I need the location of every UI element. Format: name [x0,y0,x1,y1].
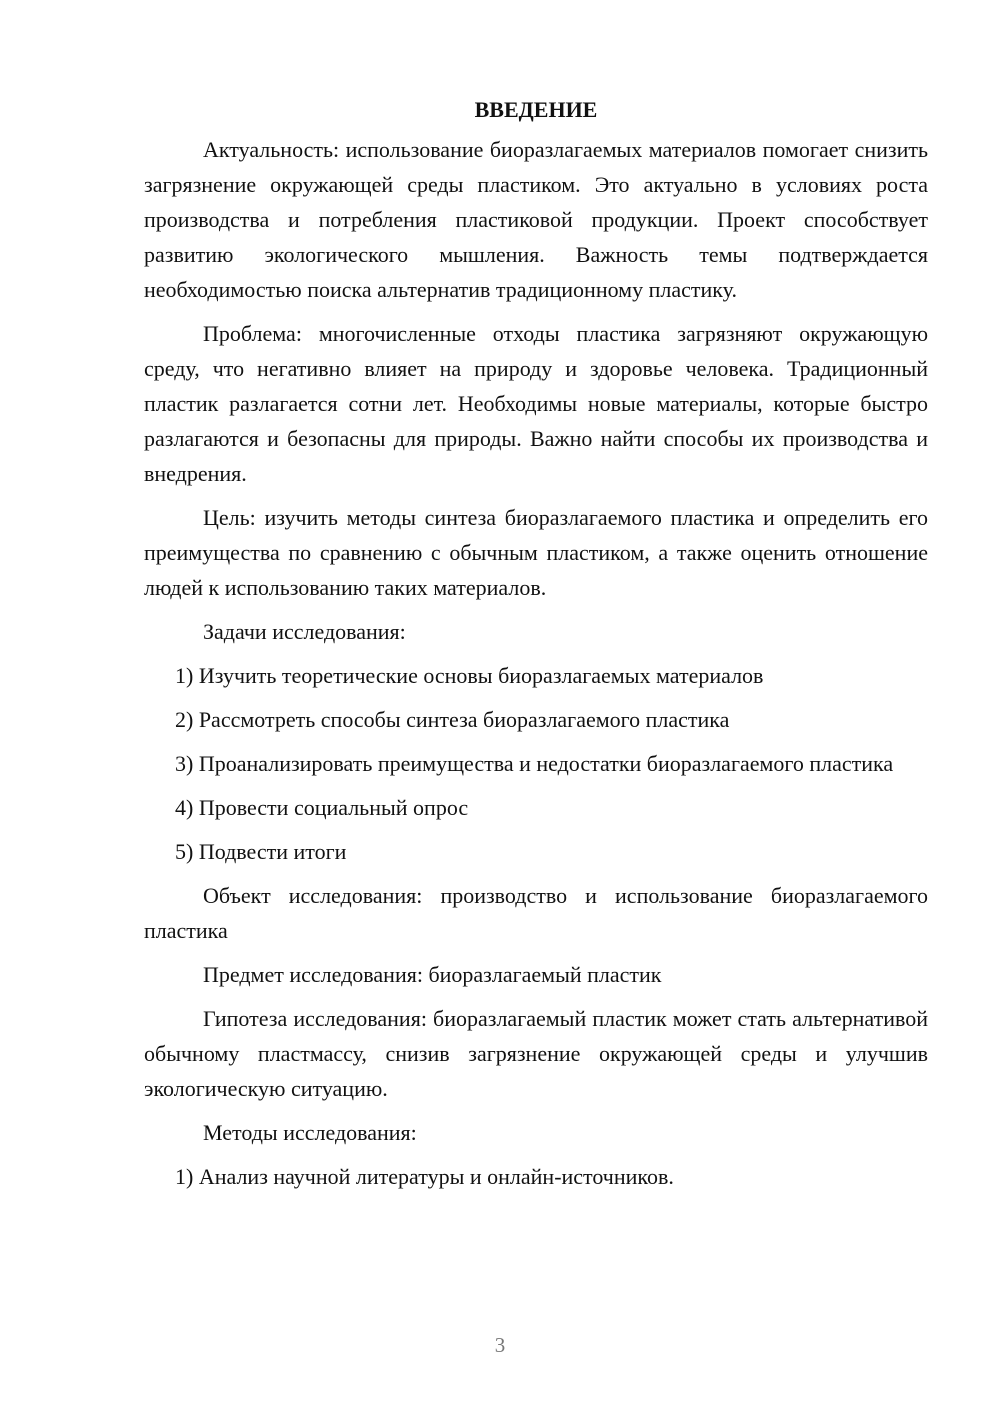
problem-paragraph: Проблема: многочисленные отходы пластика загрязняют окружающую среду, что негативно влияет на природу и здоровье человека. Традиционный пластик разлагается сотни лет. Необходимы новые материалы, которые быстро разлагаются и безопасны для природы. Важно найти способы их производства и внедрения. [144,321,928,486]
goal-paragraph: Цель: изучить методы синтеза биоразлагаемого пластика и определить его преимущества по сравнению с обычным пластиком, а также оценить отношение людей к использованию таких материалов. [144,505,928,600]
task-item-2: 2) Рассмотреть способы синтеза биоразлагаемого пластика [175,707,730,732]
document-page [144,92,928,1194]
task-item-1: 1) Изучить теоретические основы биоразлагаемых материалов [175,663,764,688]
tasks-heading: Задачи исследования: [203,619,406,644]
page-number: 3 [494,1333,506,1357]
object-paragraph: Объект исследования: производство и использование биоразлагаемого пластика [144,883,928,943]
method-item-1: 1) Анализ научной литературы и онлайн-источников. [175,1164,674,1189]
document-title: ВВЕДЕНИЕ [474,97,598,122]
hypothesis-paragraph: Гипотеза исследования: биоразлагаемый пластик может стать альтернативой обычному пластмассу, снизив загрязнение окружающей среды и улучшив экологическую ситуацию. [144,1006,928,1101]
task-item-4: 4) Провести социальный опрос [175,795,469,820]
task-item-3: 3) Проанализировать преимущества и недостатки биоразлагаемого пластика [175,751,894,776]
relevance-paragraph: Актуальность: использование биоразлагаемых материалов помогает снизить загрязнение окружающей среды пластиком. Это актуально в условиях роста производства и потребления пластиковой продукции. Проект способствует развитию экологического мышления. Важность темы подтверждается необходимостью поиска альтернатив традиционному пластику. [144,137,928,302]
task-item-5: 5) Подвести итоги [175,839,347,864]
methods-heading: Методы исследования: [203,1120,417,1145]
subject-paragraph: Предмет исследования: биоразлагаемый пластик [203,962,662,987]
